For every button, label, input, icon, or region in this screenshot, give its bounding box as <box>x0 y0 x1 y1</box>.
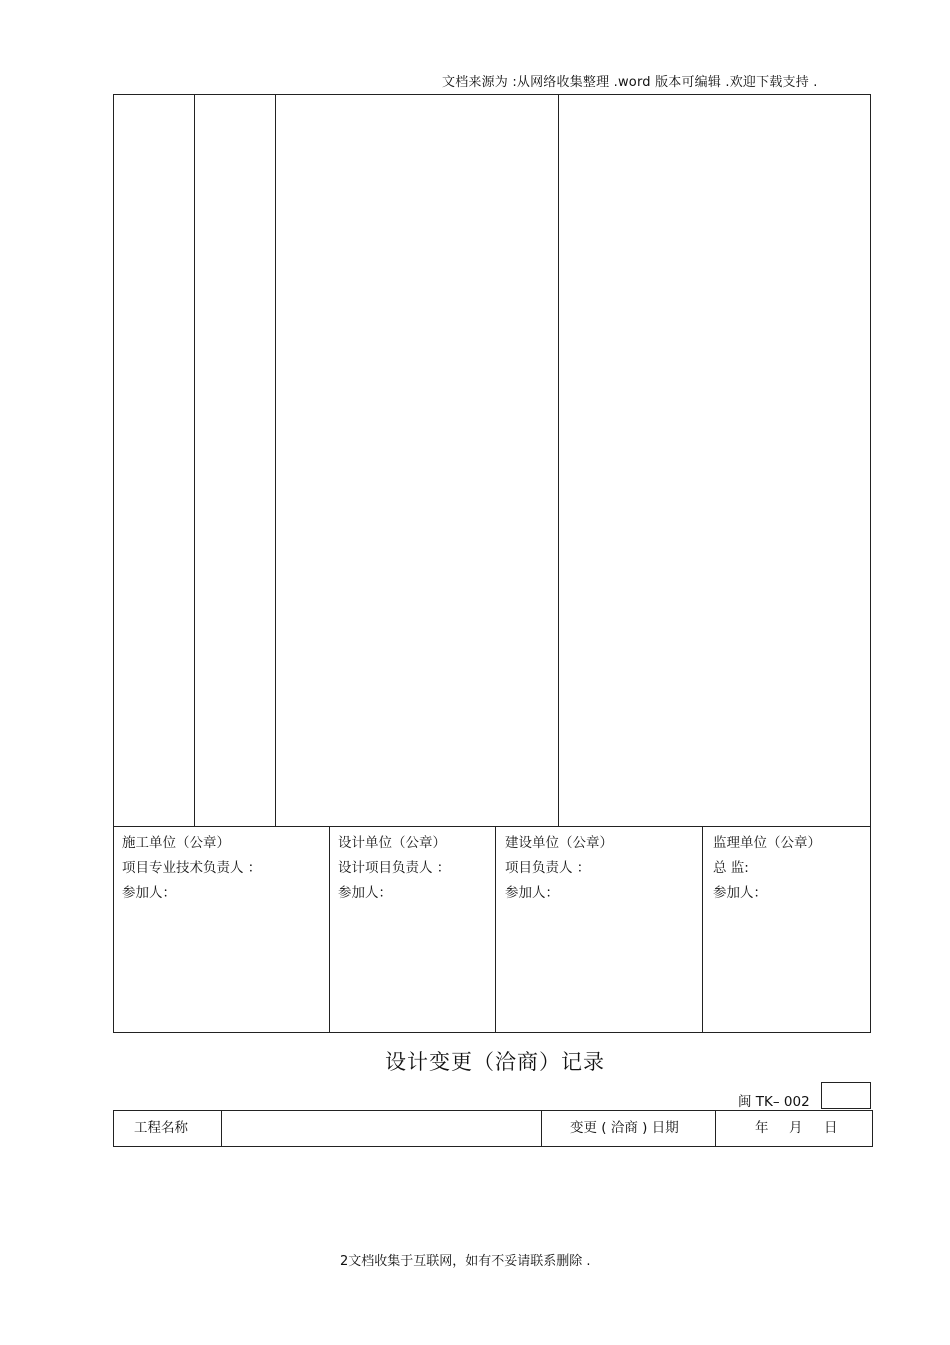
document-number-box[interactable] <box>821 1082 871 1109</box>
signature-unit-label: 建设单位（公章） <box>505 835 613 851</box>
signature-line: 总 监: <box>713 860 749 876</box>
column-divider <box>194 95 195 826</box>
owner-unit-signature <box>505 831 613 906</box>
supervision-unit-signature <box>713 831 821 906</box>
column-divider <box>715 1111 716 1146</box>
document-number: 闽 TK– 002 <box>738 1094 810 1110</box>
signature-divider <box>329 826 330 1033</box>
signature-divider <box>495 826 496 1033</box>
signature-divider <box>702 826 703 1033</box>
date-day[interactable]: 日 <box>824 1120 838 1136</box>
column-divider <box>558 95 559 826</box>
signature-row-divider <box>114 826 870 827</box>
signature-unit-label: 设计单位（公章） <box>338 835 446 851</box>
design-unit-signature <box>338 831 450 906</box>
column-divider <box>275 95 276 826</box>
signature-line: 参加人： <box>713 885 767 901</box>
date-month[interactable]: 月 <box>789 1120 803 1136</box>
signature-line: 设计项目负责人 ： <box>338 860 451 876</box>
project-name-field[interactable] <box>226 1111 536 1146</box>
construction-unit-signature <box>122 831 261 906</box>
signature-line: 参加人： <box>122 885 176 901</box>
footer-note: 2文档收集于互联网，如有不妥请联系删除 . <box>340 1254 591 1269</box>
change-record-table <box>113 94 871 1033</box>
change-date-label: 变更 ( 洽商 ) 日期 <box>570 1120 679 1136</box>
date-year[interactable]: 年 <box>755 1120 769 1136</box>
column-divider <box>221 1111 222 1146</box>
signature-line: 参加人： <box>338 885 392 901</box>
project-info-row <box>113 1110 873 1147</box>
signature-line: 项目负责人 ： <box>505 860 591 876</box>
signature-line: 项目专业技术负责人 ： <box>122 860 262 876</box>
form-title: 设计变更（洽商）记录 <box>385 1050 605 1074</box>
column-divider <box>541 1111 542 1146</box>
source-note: 文档来源为 :从网络收集整理 .word 版本可编辑 .欢迎下载支持 . <box>442 75 818 90</box>
signature-line: 参加人： <box>505 885 559 901</box>
project-name-label: 工程名称 <box>134 1120 188 1136</box>
signature-unit-label: 施工单位（公章） <box>122 835 230 851</box>
signature-unit-label: 监理单位（公章） <box>713 835 821 851</box>
